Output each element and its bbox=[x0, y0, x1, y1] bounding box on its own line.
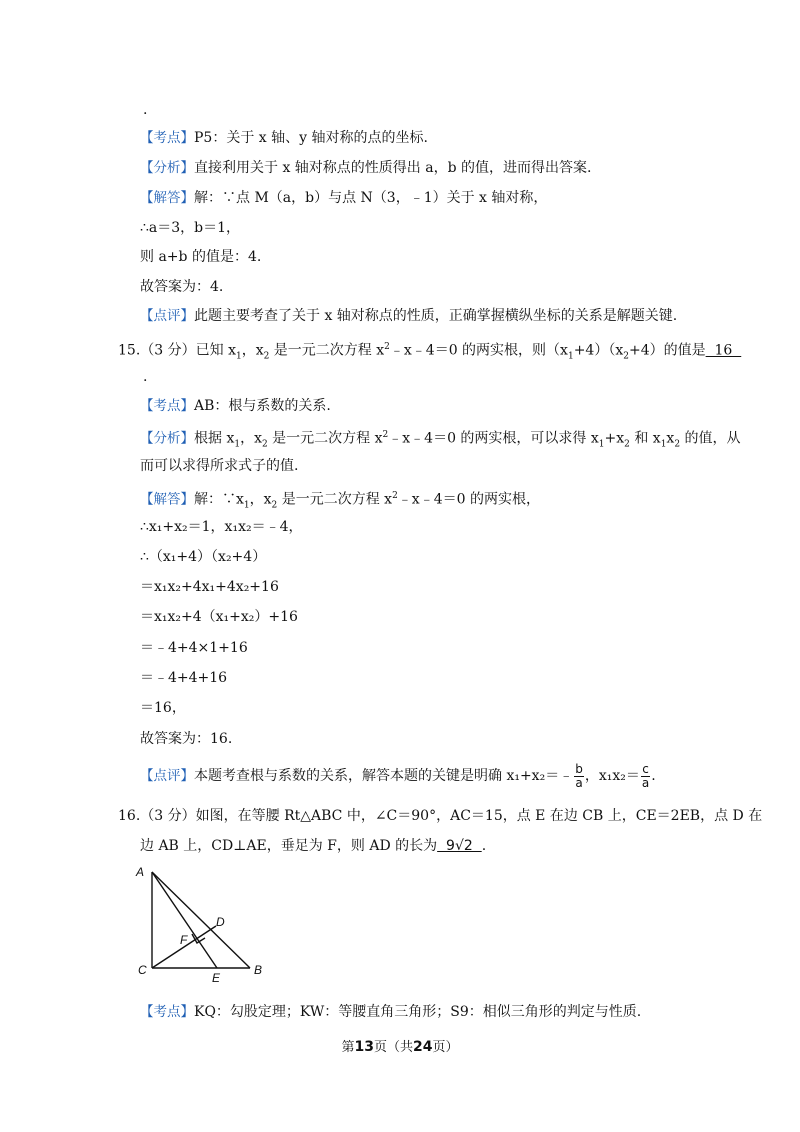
stem-part: ﹣x﹣4＝0 的两实根，则（x bbox=[389, 342, 568, 359]
question-score: （3 分） bbox=[140, 808, 196, 824]
fenxi-part: ，x bbox=[240, 430, 262, 447]
stem-text: 边 AB 上，CD⊥AE，垂足为 F，则 AD 的长为 bbox=[140, 838, 438, 854]
q15-step1: ∴x₁+x₂＝1，x₁x₂＝﹣4， bbox=[140, 519, 303, 535]
q15-step7: ＝16， bbox=[140, 700, 186, 716]
q15-jieda: 【解答】解：$\because x_1$，$x_2$ 是一元二次方程 $x^2﹣x﹣4=0$ 的两实根， bbox=[140, 491, 540, 511]
q14-jieda bbox=[140, 188, 547, 208]
q15-step4: ＝x₁x₂+4（x₁+x₂）+16 bbox=[140, 609, 298, 625]
kaodian-text: AB：根与系数的关系. bbox=[194, 398, 331, 414]
fraction-c-over-a bbox=[641, 763, 650, 790]
fraction-denominator: a bbox=[575, 775, 583, 790]
answer-blank: 16 bbox=[705, 342, 742, 359]
fenxi-part: +x bbox=[604, 430, 625, 447]
q14-step2: 则 a+b 的值是：4. bbox=[140, 249, 262, 265]
fenxi-part: 根据 x bbox=[194, 430, 235, 447]
stem-part: ，x bbox=[241, 342, 264, 359]
q14-kaodian bbox=[140, 128, 428, 148]
fraction-numerator: b bbox=[575, 761, 583, 776]
dianping-text: 此题主要考查了关于 x 轴对称点的性质，正确掌握横纵坐标的关系是解题关键. bbox=[194, 308, 678, 324]
dianping-tag: 【点评】 bbox=[140, 308, 194, 324]
kaodian-text: KQ：勾股定理；KW：等腰直角三角形；S9：相似三角形的判定与性质. bbox=[194, 1004, 642, 1020]
fenxi-part: ﹣x﹣4＝0 的两实根，可以求得 x bbox=[388, 430, 599, 447]
fenxi-text: 直接利用关于 x 轴对称点的性质得出 a，b 的值，进而得出答案. bbox=[194, 160, 592, 176]
fraction-numerator: c bbox=[642, 761, 649, 776]
q15-stem: 15.（3 分）已知 $x_1$，$x_2$ 是一元二次方程 $x^2﹣x﹣4=0$ 的两实根，则$(x_1+4)(x_2+4)$的值是 16 bbox=[118, 342, 742, 362]
jieda-tag: 【解答】 bbox=[140, 190, 194, 206]
jieda-part: 是一元二次方程 x bbox=[277, 491, 393, 508]
stem-part: 已知 x bbox=[195, 342, 236, 359]
answer-blank: 9√2 bbox=[437, 838, 482, 854]
q14-step1: ∴a＝3，b＝1， bbox=[140, 220, 241, 236]
q15-step2: ∴（x₁+4）（x₂+4） bbox=[140, 549, 267, 565]
label-a: A bbox=[136, 865, 145, 879]
q15-step5: ＝﹣4+4×1+16 bbox=[140, 640, 248, 656]
label-b: B bbox=[254, 963, 263, 977]
q15-answer: 故答案为：16. bbox=[140, 731, 233, 747]
question-number: 15. bbox=[118, 342, 141, 359]
footer-text: 第 bbox=[341, 1040, 355, 1055]
label-f: F bbox=[180, 933, 188, 947]
segment-ab bbox=[152, 872, 250, 968]
q14-fenxi bbox=[140, 158, 591, 178]
footer-text: 页（共 bbox=[373, 1040, 413, 1055]
jieda-text: 解：∵点 M（a，b）与点 N（3，﹣1）关于 x 轴对称， bbox=[194, 190, 548, 206]
fenxi-tag: 【分析】 bbox=[140, 160, 194, 176]
stem-part: 是一元二次方程 x bbox=[269, 342, 385, 359]
fenxi-part: 是一元二次方程 x bbox=[267, 430, 383, 447]
kaodian-tag: 【考点】 bbox=[140, 398, 194, 414]
kaodian-text: P5：关于 x 轴、y 轴对称的点的坐标. bbox=[194, 130, 428, 146]
jieda-part: ，x bbox=[249, 491, 272, 508]
q16-kaodian bbox=[140, 1002, 641, 1022]
fraction-denominator: a bbox=[641, 775, 650, 790]
jieda-part: 解：∵x bbox=[194, 491, 244, 508]
dianping-text: 本题考查根与系数的关系，解答本题的关键是明确 x₁+x₂＝﹣ bbox=[194, 768, 574, 784]
right-angle-mark bbox=[192, 934, 205, 943]
fenxi-part: 和 x bbox=[629, 430, 661, 447]
jieda-part: ﹣x﹣4＝0 的两实根， bbox=[397, 491, 540, 508]
label-c: C bbox=[138, 963, 147, 977]
dianping-end: . bbox=[651, 768, 656, 784]
stray-dot: . bbox=[143, 102, 148, 118]
fraction-b-over-a bbox=[574, 763, 584, 790]
q14-dianping bbox=[140, 306, 677, 326]
question-number: 16. bbox=[118, 808, 141, 824]
q16-stem-line2 bbox=[140, 836, 486, 856]
footer-text: 页） bbox=[432, 1040, 459, 1055]
fenxi-part: 的值，从 bbox=[680, 430, 741, 447]
label-d: D bbox=[216, 915, 225, 929]
stem-part: +4）（x bbox=[573, 342, 624, 359]
q14-answer: 故答案为：4. bbox=[140, 279, 224, 295]
fenxi-tag: 【分析】 bbox=[140, 430, 194, 447]
q15-step6: ＝﹣4+4+16 bbox=[140, 670, 228, 686]
fenxi-part: x bbox=[666, 430, 675, 447]
kaodian-tag: 【考点】 bbox=[140, 1004, 194, 1020]
dianping-tag: 【点评】 bbox=[140, 768, 194, 784]
question-score: （3 分） bbox=[140, 342, 196, 359]
q15-kaodian bbox=[140, 396, 331, 416]
dianping-mid: ，x₁x₂＝ bbox=[584, 768, 640, 784]
q15-fenxi-line2: 而可以求得所求式子的值. bbox=[140, 458, 299, 474]
label-e: E bbox=[212, 971, 221, 985]
stem-text: 如图，在等腰 Rt△ABC 中，∠C＝90°，AC＝15，点 E 在边 CB 上，CE＝2EB，点 D 在 bbox=[195, 808, 763, 824]
triangle-figure bbox=[132, 860, 272, 985]
q15-fenxi: 【分析】根据 $x_1$，$x_2$ 是一元二次方程 $x^2﹣x﹣4=0$ 的两实根，可以求得 $x_1+x_2$ 和 $x_1x_2$ 的值，从 bbox=[140, 430, 741, 450]
q16-stem-line1 bbox=[118, 806, 762, 826]
q15-dot: . bbox=[143, 369, 148, 385]
stem-end: . bbox=[481, 838, 487, 854]
stem-part: +4）的值是 bbox=[628, 342, 706, 359]
q15-dianping bbox=[140, 762, 656, 790]
kaodian-tag: 【考点】 bbox=[140, 130, 194, 146]
jieda-tag: 【解答】 bbox=[140, 491, 194, 508]
total-pages: 24 bbox=[413, 1039, 433, 1055]
q15-step3: ＝x₁x₂+4x₁+4x₂+16 bbox=[140, 579, 279, 595]
page-number: 13 bbox=[354, 1039, 374, 1055]
segment-ae bbox=[152, 872, 217, 968]
page-footer bbox=[0, 1036, 800, 1055]
